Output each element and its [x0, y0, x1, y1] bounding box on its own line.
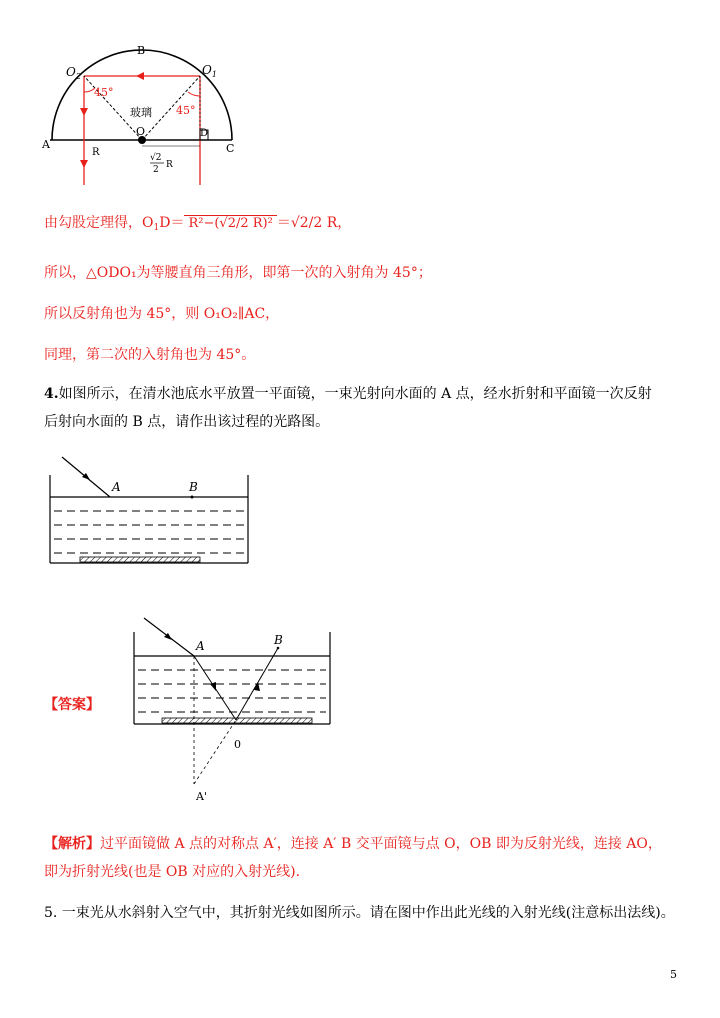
analysis-text-2: 即为折射光线(也是 OB 对应的入射光线). [44, 864, 301, 880]
label-a: A [42, 138, 50, 151]
label-o2: $O_2$ [66, 65, 81, 81]
arrow-left [136, 72, 144, 80]
label-b: B [137, 44, 146, 57]
page-number: 5 [670, 968, 677, 981]
label-o: 0 [234, 738, 241, 751]
label-a-prime: A' [196, 790, 207, 803]
analysis-tag: 【解析】 [44, 836, 100, 852]
arrow-down-left [80, 108, 88, 116]
angle-left-label: 45° [94, 86, 114, 99]
question-text-2: 后射向水面的 B 点，请作出该过程的光路图。 [44, 414, 330, 430]
label-a: A [196, 639, 205, 653]
label-o: O [136, 125, 146, 138]
virtual-ray [194, 720, 236, 784]
answer-tag: 【答案】 [44, 697, 100, 713]
point-b-dot [191, 496, 194, 499]
question-text-1: 如图所示，在清水池底水平放置一平面镜，一束光射向水面的 A 点，经水折射和平面镜一次反射 [58, 386, 652, 402]
angle-arc-right [188, 92, 200, 96]
question-4 [44, 380, 684, 436]
solution-line-2: 所以，△ODO₁为等腰直角三角形，即第一次的入射角为 45°； [44, 265, 432, 281]
formula: R²−(√2/2 R)² [184, 215, 276, 231]
angle-right-label: 45° [176, 104, 196, 117]
analysis-4 [44, 830, 684, 886]
figure-semicircle-glass [40, 40, 240, 190]
frac-r: R [166, 160, 173, 170]
label-o1: $O_1$ [202, 63, 217, 79]
label-c: C [226, 142, 235, 155]
solution-line-4: 同理，第二次的入射角也为 45°。 [44, 347, 256, 363]
solution-line-3: 所以反射角也为 45°，则 O₁O₂∥AC， [44, 306, 280, 322]
frac-num: √2 [150, 153, 162, 163]
refracted-arrow [210, 682, 216, 691]
solution-line-1: 由勾股定理得，$O_1D= R^2-(√2/2$ R)² ＝√2/2 R， [44, 215, 352, 233]
figure-pool [44, 455, 264, 570]
figure-answer-pool [130, 612, 340, 812]
point-b-dot [277, 647, 280, 650]
label-b: B [274, 633, 283, 647]
arrow-down-left-2 [80, 160, 88, 168]
mirror [80, 557, 200, 562]
label-a: A [112, 480, 121, 494]
analysis-text-1: 过平面镜做 A 点的对称点 A′，连接 A′ B 交平面镜与点 O，OB 即为反射光线，连接 AO， [100, 836, 662, 852]
label-d: D [200, 128, 209, 139]
label-b: B [189, 480, 198, 494]
frac-den: 2 [153, 165, 159, 175]
label-glass: 玻璃 [130, 106, 152, 119]
question-5: 5. 一束光从水斜射入空气中，其折射光线如图所示。请在图中作出此光线的入射光线(注意标出法线)。 [44, 905, 675, 921]
label-r: R [92, 147, 100, 158]
question-number: 4. [44, 386, 59, 402]
